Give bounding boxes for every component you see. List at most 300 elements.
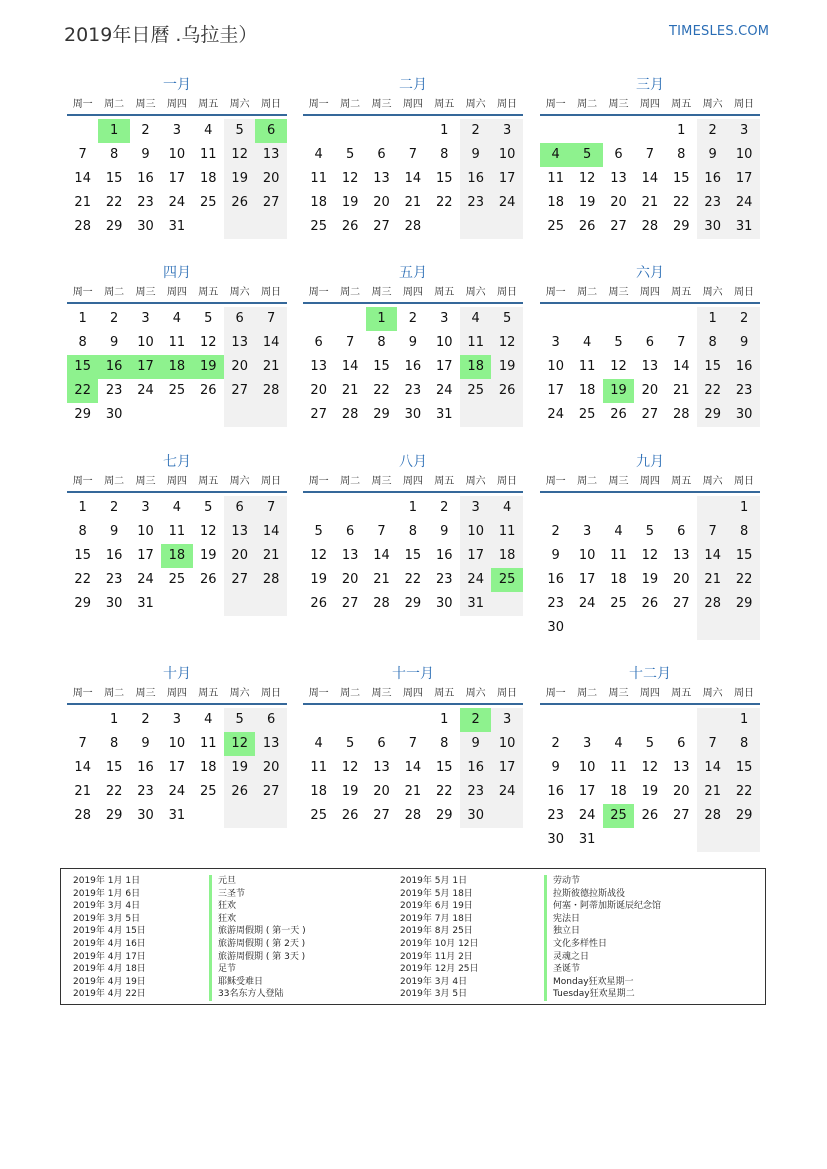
day-cell: 25 <box>168 572 186 587</box>
weekday-label: 周三 <box>608 688 629 699</box>
holiday-day: 4 <box>540 143 571 167</box>
day-cell: 14 <box>255 331 286 355</box>
day-cell: 17 <box>436 359 453 374</box>
day-cell: 21 <box>255 544 286 568</box>
weekday-label: 周五 <box>198 287 219 298</box>
day-cell: 26 <box>610 407 627 422</box>
day-cell: 4 <box>172 500 182 515</box>
legend-holiday-name: 灵魂之日 <box>544 951 661 964</box>
weekday-label: 周五 <box>671 287 692 298</box>
day-cell: 19 <box>200 548 217 563</box>
page-title: 2019年日曆 .乌拉圭） <box>64 24 258 46</box>
legend-date: 2019年 4月 22日 <box>73 989 146 1000</box>
day-cell: 15 <box>436 171 453 186</box>
legend-holiday-name: 圣诞节 <box>544 963 661 976</box>
day-cell: 2 <box>141 123 150 138</box>
day-cell: 5 <box>204 500 213 515</box>
day-cell: 10 <box>491 732 522 756</box>
weekday-label: 周一 <box>308 476 329 487</box>
month-6 <box>540 262 760 451</box>
day-cell: 19 <box>341 784 359 799</box>
weekday-label: 周三 <box>608 287 629 298</box>
holiday-day: 12 <box>224 732 255 756</box>
day-cell: 6 <box>645 335 655 350</box>
day-cell: 12 <box>641 548 659 563</box>
day-cell: 4 <box>204 712 213 727</box>
day-cell: 15 <box>105 171 123 186</box>
day-cell: 20 <box>641 383 659 398</box>
weekday-label: 周日 <box>261 688 282 699</box>
weekday-label: 周三 <box>371 99 392 110</box>
site-name[interactable]: TIMESLES.COM <box>669 24 770 39</box>
day-cell: 2 <box>408 311 418 326</box>
legend-date: 2019年 6月 19日 <box>400 901 473 912</box>
day-cell: 28 <box>641 219 659 234</box>
weekday-label: 周二 <box>577 688 598 699</box>
day-cell: 4 <box>582 335 592 350</box>
day-cell: 30 <box>460 804 491 828</box>
day-cell: 9 <box>141 736 150 751</box>
day-cell: 24 <box>578 808 596 823</box>
day-cell: 26 <box>641 808 659 823</box>
legend-holiday-name: 33名东方人登陆 <box>209 988 306 1001</box>
days-grid <box>303 307 523 451</box>
weekday-label: 周五 <box>434 688 455 699</box>
day-cell: 2 <box>109 311 119 326</box>
day-cell: 24 <box>168 195 186 210</box>
weekday-label: 周二 <box>577 476 598 487</box>
day-cell: 18 <box>200 760 217 775</box>
day-cell: 3 <box>172 123 182 138</box>
day-cell: 23 <box>460 780 491 804</box>
day-cell: 14 <box>673 359 690 374</box>
day-cell: 16 <box>137 760 154 775</box>
day-cell: 2 <box>460 119 491 143</box>
day-cell: 12 <box>578 171 596 186</box>
weekend-blank <box>697 708 728 732</box>
day-cell: 11 <box>310 760 327 775</box>
day-cell: 4 <box>614 736 623 751</box>
day-cell: 14 <box>697 544 728 568</box>
day-cell: 30 <box>547 620 564 635</box>
day-cell: 13 <box>224 331 255 355</box>
weekday-label: 周一 <box>545 99 566 110</box>
weekend-blank <box>491 403 522 427</box>
weekday-label: 周四 <box>639 99 660 110</box>
day-cell: 12 <box>341 760 359 775</box>
day-cell: 20 <box>224 355 255 379</box>
day-cell: 24 <box>436 383 453 398</box>
day-cell: 21 <box>404 195 422 210</box>
day-cell: 28 <box>341 407 359 422</box>
legend-holiday-name: 狂欢 <box>209 900 306 913</box>
day-cell: 4 <box>204 123 213 138</box>
month-3 <box>540 74 760 263</box>
day-cell: 30 <box>436 596 453 611</box>
day-cell: 3 <box>582 736 592 751</box>
day-cell: 10 <box>578 548 596 563</box>
weekday-label: 周四 <box>166 99 187 110</box>
day-cell: 23 <box>137 195 154 210</box>
day-cell: 3 <box>551 335 560 350</box>
day-cell: 12 <box>200 335 217 350</box>
day-cell: 31 <box>460 592 491 616</box>
weekend-blank <box>728 828 759 852</box>
day-cell: 12 <box>310 548 327 563</box>
day-cell: 27 <box>373 219 390 234</box>
day-cell: 6 <box>345 524 355 539</box>
day-cell: 18 <box>610 784 627 799</box>
day-cell: 25 <box>460 379 491 403</box>
day-cell: 18 <box>310 195 327 210</box>
day-cell: 1 <box>408 500 418 515</box>
day-cell: 22 <box>697 379 728 403</box>
legend-date: 2019年 5月 1日 <box>400 876 468 886</box>
day-cell: 17 <box>578 572 596 587</box>
weekday-label: 周四 <box>639 476 660 487</box>
day-cell: 8 <box>408 524 418 539</box>
day-cell: 26 <box>578 219 596 234</box>
weekday-header <box>540 96 760 116</box>
weekday-label: 周六 <box>702 99 723 110</box>
day-cell: 11 <box>200 147 217 162</box>
day-cell: 10 <box>137 335 154 350</box>
day-cell: 20 <box>673 572 690 587</box>
day-cell: 2 <box>141 712 150 727</box>
day-cell: 24 <box>137 572 154 587</box>
day-cell: 24 <box>578 596 596 611</box>
holiday-day: 25 <box>603 804 634 828</box>
weekday-label: 周一 <box>72 688 93 699</box>
day-cell: 13 <box>673 760 690 775</box>
day-cell: 26 <box>200 383 217 398</box>
day-cell: 20 <box>373 195 390 210</box>
month-11 <box>303 663 523 852</box>
day-cell: 4 <box>614 524 623 539</box>
day-cell: 14 <box>641 171 659 186</box>
day-cell: 15 <box>436 760 453 775</box>
weekday-label: 周四 <box>402 99 423 110</box>
weekday-label: 周三 <box>371 476 392 487</box>
day-cell: 8 <box>78 335 87 350</box>
day-cell: 17 <box>168 171 186 186</box>
month-4 <box>67 262 287 451</box>
day-cell: 26 <box>224 191 255 215</box>
day-cell: 5 <box>204 311 213 326</box>
weekday-label: 周二 <box>104 99 125 110</box>
legend-date: 2019年 4月 18日 <box>73 964 146 975</box>
weekday-label: 周三 <box>608 99 629 110</box>
day-cell: 2 <box>697 119 728 143</box>
weekday-header <box>540 685 760 705</box>
day-cell: 27 <box>310 407 327 422</box>
weekday-header <box>67 473 287 493</box>
day-cell: 1 <box>677 123 686 138</box>
weekday-label: 周日 <box>261 287 282 298</box>
day-cell: 12 <box>341 171 359 186</box>
day-cell: 17 <box>491 167 522 191</box>
day-cell: 12 <box>224 143 255 167</box>
day-cell: 7 <box>78 147 87 162</box>
days-grid <box>67 307 287 451</box>
weekday-header <box>303 685 523 705</box>
days-grid <box>67 496 287 640</box>
day-cell: 20 <box>255 167 286 191</box>
month-1 <box>67 74 287 263</box>
day-cell: 24 <box>137 383 154 398</box>
days-grid <box>540 708 760 852</box>
day-cell: 3 <box>440 311 449 326</box>
day-cell: 30 <box>728 403 759 427</box>
day-cell: 23 <box>436 572 453 587</box>
day-cell: 9 <box>460 732 491 756</box>
day-cell: 24 <box>728 191 759 215</box>
day-cell: 17 <box>728 167 759 191</box>
day-cell: 14 <box>74 760 91 775</box>
day-cell: 21 <box>341 383 359 398</box>
legend-names-1 <box>209 875 306 1001</box>
day-cell: 21 <box>74 784 91 799</box>
day-cell: 22 <box>105 195 123 210</box>
day-cell: 15 <box>728 756 759 780</box>
month-12 <box>540 663 760 852</box>
month-2 <box>303 74 523 263</box>
weekday-label: 周四 <box>402 287 423 298</box>
day-cell: 11 <box>547 171 564 186</box>
weekday-label: 周二 <box>104 287 125 298</box>
day-cell: 14 <box>341 359 359 374</box>
weekend-blank <box>460 215 491 239</box>
weekday-label: 周二 <box>340 476 361 487</box>
legend-holiday-name: 独立日 <box>544 925 661 938</box>
day-cell: 17 <box>168 760 186 775</box>
day-cell: 29 <box>74 407 91 422</box>
day-cell: 11 <box>578 359 596 374</box>
day-cell: 29 <box>697 403 728 427</box>
weekday-label: 周日 <box>261 476 282 487</box>
month-name: 六月 <box>636 265 664 281</box>
day-cell: 28 <box>697 804 728 828</box>
day-cell: 28 <box>673 407 690 422</box>
month-name: 五月 <box>399 265 427 281</box>
day-cell: 30 <box>404 407 422 422</box>
day-cell: 19 <box>341 195 359 210</box>
weekday-label: 周二 <box>577 99 598 110</box>
day-cell: 31 <box>728 215 759 239</box>
weekday-label: 周五 <box>434 99 455 110</box>
day-cell: 6 <box>377 736 386 751</box>
weekday-label: 周六 <box>229 476 250 487</box>
day-cell: 6 <box>677 524 686 539</box>
day-cell: 23 <box>728 379 759 403</box>
day-cell: 25 <box>310 219 327 234</box>
weekday-label: 周六 <box>229 688 250 699</box>
weekday-label: 周四 <box>166 287 187 298</box>
day-cell: 15 <box>728 544 759 568</box>
weekday-label: 周五 <box>671 476 692 487</box>
day-cell: 19 <box>224 167 255 191</box>
day-cell: 16 <box>697 167 728 191</box>
day-cell: 5 <box>491 307 522 331</box>
day-cell: 11 <box>168 524 186 539</box>
holiday-day: 19 <box>193 355 224 379</box>
day-cell: 28 <box>255 568 286 592</box>
day-cell: 18 <box>310 784 327 799</box>
month-5 <box>303 262 523 451</box>
month-name: 九月 <box>636 454 664 470</box>
day-cell: 2 <box>109 500 119 515</box>
day-cell: 27 <box>673 596 690 611</box>
day-cell: 30 <box>547 832 564 847</box>
day-cell: 22 <box>74 572 91 587</box>
day-cell: 9 <box>141 147 150 162</box>
day-cell: 10 <box>728 143 759 167</box>
day-cell: 27 <box>255 191 286 215</box>
day-cell: 21 <box>697 780 728 804</box>
day-cell: 1 <box>697 307 728 331</box>
day-cell: 22 <box>105 784 123 799</box>
day-cell: 19 <box>641 572 659 587</box>
weekday-label: 周三 <box>371 688 392 699</box>
day-cell: 11 <box>310 171 327 186</box>
day-cell: 29 <box>673 219 690 234</box>
weekday-label: 周四 <box>639 688 660 699</box>
day-cell: 26 <box>341 219 359 234</box>
day-cell: 12 <box>610 359 627 374</box>
weekday-label: 周六 <box>465 99 486 110</box>
holiday-legend <box>60 868 766 1005</box>
day-cell: 14 <box>373 548 390 563</box>
day-cell: 16 <box>547 572 564 587</box>
day-cell: 7 <box>408 147 418 162</box>
legend-holiday-name: 宪法日 <box>544 913 661 926</box>
day-cell: 6 <box>255 708 286 732</box>
day-cell: 26 <box>224 780 255 804</box>
legend-date: 2019年 11月 2日 <box>400 951 473 962</box>
day-cell: 9 <box>697 143 728 167</box>
month-name: 十一月 <box>392 666 434 682</box>
day-cell: 25 <box>610 596 627 611</box>
legend-holiday-name: 旅游周假期 ( 第 2天 ) <box>209 938 306 951</box>
weekend-blank <box>491 592 522 616</box>
holiday-day: 18 <box>460 355 491 379</box>
day-cell: 26 <box>200 572 217 587</box>
legend-date: 2019年 3月 5日 <box>73 913 141 924</box>
day-cell: 3 <box>172 712 182 727</box>
legend-date: 2019年 4月 15日 <box>73 926 146 937</box>
day-cell: 23 <box>105 572 123 587</box>
day-cell: 13 <box>310 359 327 374</box>
day-cell: 30 <box>137 808 154 823</box>
day-cell: 6 <box>224 307 255 331</box>
day-cell: 28 <box>255 379 286 403</box>
holiday-day: 15 <box>67 355 98 379</box>
day-cell: 3 <box>141 500 150 515</box>
day-cell: 9 <box>109 335 119 350</box>
day-cell: 5 <box>645 524 655 539</box>
day-cell: 22 <box>436 195 453 210</box>
day-cell: 15 <box>404 548 422 563</box>
weekday-label: 周六 <box>229 99 250 110</box>
holiday-day: 2 <box>460 708 491 732</box>
day-cell: 14 <box>404 171 422 186</box>
legend-holiday-name: 拉斯彼德拉斯战役 <box>544 888 661 901</box>
legend-date: 2019年 8月 25日 <box>400 926 473 937</box>
day-cell: 19 <box>224 756 255 780</box>
day-cell: 28 <box>697 592 728 616</box>
legend-holiday-name: 劳动节 <box>544 875 661 888</box>
day-cell: 23 <box>460 191 491 215</box>
day-cell: 19 <box>310 572 327 587</box>
day-cell: 14 <box>697 756 728 780</box>
day-cell: 24 <box>491 191 522 215</box>
day-cell: 8 <box>78 524 87 539</box>
day-cell: 17 <box>547 383 564 398</box>
weekday-label: 周二 <box>340 688 361 699</box>
day-cell: 29 <box>404 596 422 611</box>
day-cell: 8 <box>728 732 759 756</box>
day-cell: 5 <box>614 335 623 350</box>
weekday-label: 周一 <box>545 287 566 298</box>
day-cell: 11 <box>460 331 491 355</box>
day-cell: 13 <box>641 359 659 374</box>
legend-date: 2019年 1月 1日 <box>73 876 141 886</box>
day-cell: 20 <box>255 756 286 780</box>
weekday-label: 周三 <box>135 99 156 110</box>
holiday-day: 1 <box>366 307 397 331</box>
day-cell: 17 <box>137 548 154 563</box>
weekend-blank <box>697 496 728 520</box>
weekend-blank <box>697 616 728 640</box>
day-cell: 26 <box>641 596 659 611</box>
day-cell: 15 <box>373 359 390 374</box>
day-cell: 26 <box>310 596 327 611</box>
legend-holiday-name: 旅游周假期 ( 第 3天 ) <box>209 951 306 964</box>
weekday-label: 周日 <box>497 99 518 110</box>
day-cell: 18 <box>610 572 627 587</box>
day-cell: 13 <box>373 171 390 186</box>
weekend-blank <box>460 403 491 427</box>
day-cell: 3 <box>728 119 759 143</box>
day-cell: 17 <box>460 544 491 568</box>
day-cell: 13 <box>255 732 286 756</box>
weekday-label: 周四 <box>639 287 660 298</box>
day-cell: 27 <box>673 808 690 823</box>
day-cell: 5 <box>224 119 255 143</box>
holiday-day: 1 <box>98 119 129 143</box>
month-name: 四月 <box>163 265 191 281</box>
days-grid <box>540 307 760 451</box>
day-cell: 6 <box>224 496 255 520</box>
weekday-header <box>303 284 523 304</box>
day-cell: 13 <box>673 548 690 563</box>
holiday-day: 5 <box>571 143 602 167</box>
day-cell: 29 <box>373 407 390 422</box>
day-cell: 21 <box>74 195 91 210</box>
day-cell: 9 <box>551 548 560 563</box>
day-cell: 15 <box>673 171 690 186</box>
day-cell: 14 <box>74 171 91 186</box>
day-cell: 22 <box>436 784 453 799</box>
weekday-label: 周一 <box>308 99 329 110</box>
day-cell: 9 <box>408 335 418 350</box>
day-cell: 8 <box>440 736 449 751</box>
weekday-label: 周四 <box>402 476 423 487</box>
day-cell: 10 <box>578 760 596 775</box>
legend-holiday-name: Monday狂欢星期一 <box>544 976 661 989</box>
day-cell: 18 <box>200 171 217 186</box>
holiday-day: 16 <box>98 355 129 379</box>
